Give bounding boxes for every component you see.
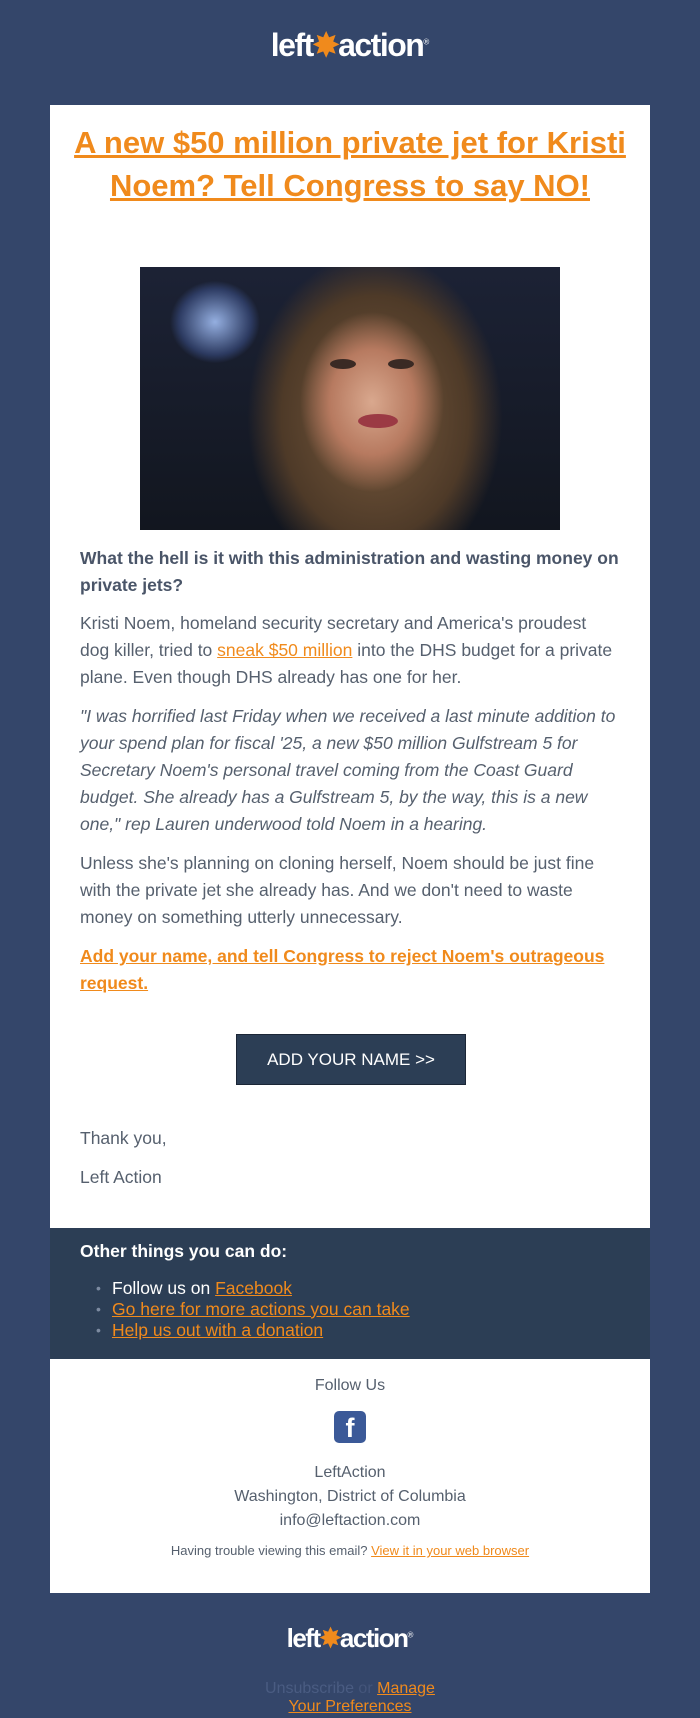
logo-text-right: action [339,1623,408,1653]
hero-lips [358,414,398,428]
email-card [50,105,650,1228]
org-name: LeftAction [314,1464,386,1481]
hero-image [140,267,560,530]
footer [50,1359,650,1593]
paragraph-1-text-a: Kristi Noem, homeland security secretary and America's proudest dog killer, tried to [80,613,587,660]
paragraph-1 [80,610,620,691]
donation-link[interactable]: Help us out with a donation [112,1320,324,1340]
leftaction-logo[interactable] [0,26,700,64]
thanks-text: Thank you, [80,1128,167,1148]
logo-registered-mark: ® [407,1630,414,1640]
list-item [82,1278,410,1299]
leftaction-logo-footer[interactable] [0,1623,700,1654]
org-info [50,1461,650,1533]
other-actions-list [82,1278,410,1341]
hero-eye-left [330,359,356,369]
or-text: or [353,1680,378,1697]
paragraph-3: Unless she's planning on cloning herself, Noem should be just fine with the private jet she already has. And we don't need to waste money on something utterly unnecessary. [80,853,595,927]
preferences-links [260,1680,440,1716]
view-in-browser-link[interactable]: View it in your web browser [371,1543,530,1558]
headline-link[interactable]: A new $50 million private jet for Kristi Noem? Tell Congress to say NO! [74,125,626,203]
more-actions-link[interactable]: Go here for more actions you can take [112,1299,410,1319]
logo-registered-mark: ® [423,37,430,47]
your-preferences-link[interactable]: Your Preferences [288,1698,412,1715]
hero-eye-right [388,359,414,369]
logo-text-left: left [270,27,313,63]
list-item-prefix: Follow us on [112,1278,216,1298]
unsubscribe-link[interactable]: Unsubscribe [265,1680,354,1697]
signature: Left Action [80,1167,162,1187]
logo-star-icon: ✸ [312,27,339,63]
other-actions-section [50,1228,650,1359]
cta-link[interactable]: Add your name, and tell Congress to reject Noem's outrageous request. [80,946,605,993]
lead-question: What the hell is it with this administration and wasting money on private jets? [80,548,619,595]
logo-star-icon: ✸ [319,1623,340,1653]
facebook-link[interactable]: Facebook [215,1278,292,1298]
sneak-link[interactable]: sneak $50 million [217,640,353,660]
other-actions-title: Other things you can do: [80,1241,288,1261]
follow-us-title: Follow Us [314,1377,386,1394]
add-your-name-button[interactable]: ADD YOUR NAME >> [236,1034,466,1085]
facebook-icon[interactable]: f [334,1411,366,1443]
quote-paragraph: "I was horrified last Friday when we received a last minute addition to your spend plan for fiscal '25, a new $50 million Gulfstream 5 for Secretary Noem's personal travel coming from the Coast Guard budget. She already has a Gulfstream 5, by the way, this is a new one," rep Lauren underwood told Noem in a hearing. [80,706,616,834]
list-item [82,1299,410,1320]
org-location: Washington, District of Columbia [234,1488,466,1505]
org-email: info@leftaction.com [279,1512,421,1529]
logo-text-left: left [286,1623,320,1653]
logo-text-right: action [338,27,424,63]
manage-link[interactable]: Manage [377,1680,435,1697]
trouble-text: Having trouble viewing this email? [170,1543,372,1558]
paragraph-1-text-b: into the DHS budget for a private plane. Even though DHS already has one for her. [80,640,613,687]
list-item [82,1320,410,1341]
trouble-viewing [50,1543,650,1558]
header-logo-bar [0,0,700,104]
